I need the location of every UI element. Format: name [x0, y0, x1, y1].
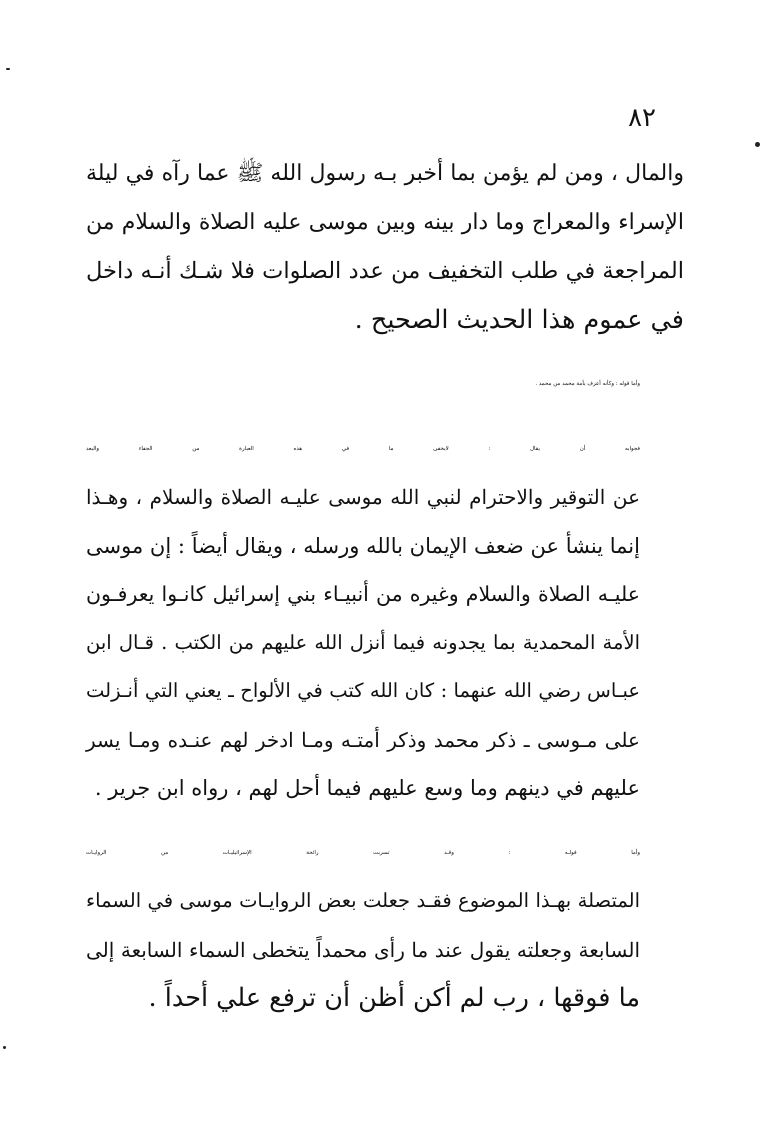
text-line: على مـوسى ـ ذكر محمد وذكر أمتـه ومـا ادخر لهم عنـده ومـا يسر [86, 727, 640, 752]
text-line: المراجعة في طلب التخفيف من عدد الصلوات فلا شـك أنـه داخل [86, 258, 684, 284]
text-line: الأمة المحمدية بما يجدونه فيما أنزل الله عليهم من الكتب . قـال ابن [86, 630, 640, 654]
paragraph-2 [86, 360, 684, 409]
text-line: المتصلة بهـذا الموضوع فقـد جعلت بعض الروايـات موسى في السماء [86, 889, 640, 912]
paragraph-4 [86, 829, 684, 1023]
text-line: عن التوقير والاحترام لنبي الله موسى عليـه الصلاة والسلام ، وهـذا [86, 485, 640, 509]
text-line: ما فوقها ، رب لم أكن أظن أن ترفع علي أحداً . [148, 983, 640, 1013]
scan-dot [3, 1046, 6, 1049]
text-line: عليـه الصلاة والسلام وغيره من أنبيـاء بني إسرائيل كانـوا يعرفـون [86, 582, 640, 606]
text-line: والمال ، ومن لم يؤمن بما أخبر بـه رسول الله ﷺ عما رآه في ليلة [86, 161, 684, 186]
text-line: عبـاس رضي الله عنهما : كان الله كتب في الألواح ـ يعني التي أنـزلت [86, 679, 640, 702]
paragraph-1 [86, 150, 684, 344]
scan-mark [6, 68, 10, 70]
text-line: السابعة وجعلته يقول عند ما رأى محمداً يتخطى السماء السابعة إلى [86, 937, 640, 962]
scan-dot [755, 142, 760, 147]
text-line: فجوابه أن يقال : لايخفى ما في هذه العبارة من الجفاء والبعد [86, 445, 640, 452]
paragraph-3 [86, 425, 684, 813]
text-line: الإسراء والمعراج وما دار بينه وبين موسى عليه الصلاة والسلام من [86, 209, 684, 235]
text-line: في عموم هذا الحديث الصحيح . [354, 304, 684, 335]
text-line: وأما قولـه : وقـد تسربت رائحة الإسرائيليـات من الروايـات [86, 849, 640, 856]
text-line: عليهم في دينهم وما وسع عليهم فيما أحل لهم ، رواه ابن جرير . [94, 776, 640, 800]
page-number: ٨٢ [628, 103, 656, 133]
text-line: إنما ينشأ عن ضعف الإيمان بالله ورسله ، ويقال أيضاً : إن موسى [86, 533, 640, 558]
text-line: وأما قوله : وكأنه أعرف بأمة محمد من محمد . [535, 381, 640, 387]
page-body [86, 150, 684, 1039]
